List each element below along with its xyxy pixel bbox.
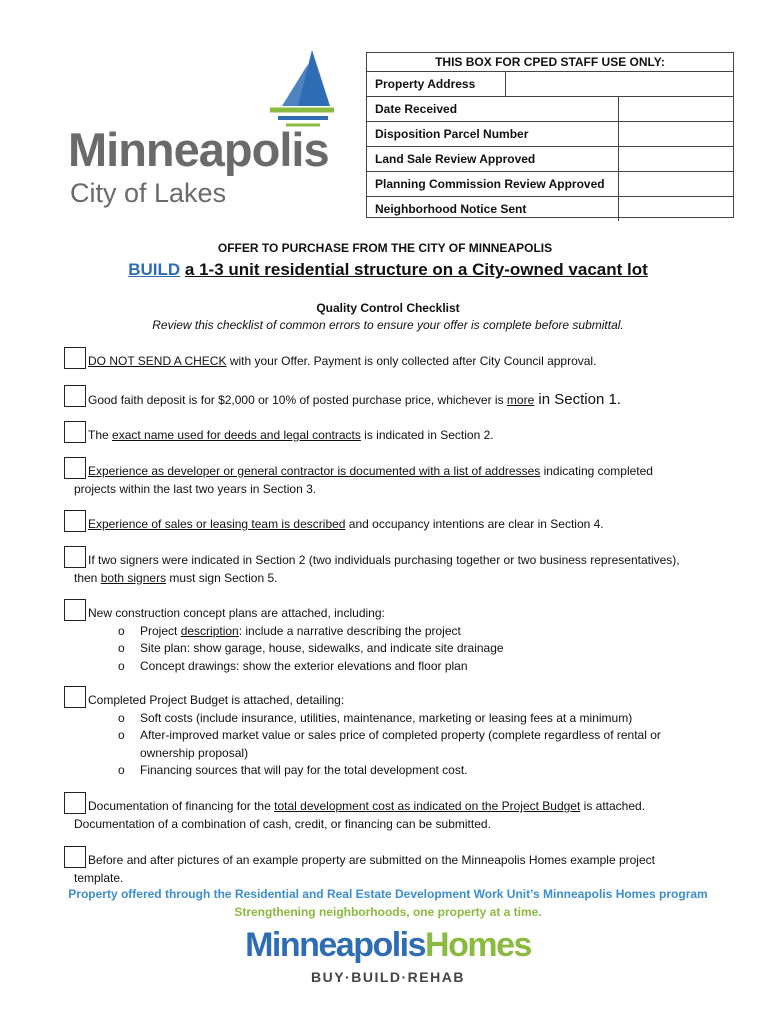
checkbox[interactable] (64, 546, 86, 568)
item-text: is indicated in Section 2. (360, 428, 494, 442)
staff-row-land-sale-review (367, 147, 733, 172)
item-text: must sign Section 5. (166, 570, 278, 585)
sub-list-item: o Concept drawings: show the exterior elevations and floor plan (72, 658, 732, 676)
sub-list (72, 710, 732, 780)
item-text: New construction concept plans are attached, including: (88, 606, 385, 620)
planning-commission-field[interactable] (618, 172, 733, 196)
staff-row-neighborhood-notice (367, 197, 733, 221)
checklist-item (72, 605, 732, 675)
item-text: Good faith deposit is for $2,000 or 10% of posted purchase price, whichever is (88, 393, 507, 407)
checklist-item (72, 692, 732, 780)
sub-list-item: o After-improved market value or sales price of completed property (complete regardless of rental or ownership proposal) (72, 727, 732, 762)
checklist-item (72, 427, 732, 445)
item-text: Documentation of financing for the (88, 799, 275, 813)
staff-row-planning-commission (367, 172, 733, 197)
checklist-title: Quality Control Checklist (316, 301, 460, 315)
land-sale-review-field[interactable] (618, 147, 733, 171)
minneapolis-logo (68, 50, 338, 220)
sub-list-item: o Soft costs (include insurance, utilities, maintenance, marketing or leasing fees at a minimum) (72, 710, 732, 728)
item-text: Completed Project Budget is attached, detailing: (88, 693, 345, 707)
item-emphasis: DO NOT SEND A CHECK (88, 354, 227, 368)
checklist-item (72, 516, 732, 534)
checklist-item (72, 552, 732, 587)
sub-list-item: o Financing sources that will pay for the total development cost. (72, 762, 732, 780)
checkbox[interactable] (64, 385, 86, 407)
checkbox[interactable] (64, 510, 86, 532)
neighborhood-notice-field[interactable] (618, 197, 733, 221)
item-text: then (74, 570, 101, 585)
checklist-item (72, 353, 732, 371)
brand-a: Minneapolis (245, 926, 426, 964)
item-continuation: template. (74, 870, 124, 885)
build-word: BUILD (128, 260, 181, 279)
item-emphasis: more (506, 393, 535, 407)
checkbox[interactable] (64, 347, 86, 369)
property-address-field[interactable] (505, 72, 733, 96)
page-title (0, 260, 770, 280)
staff-row-label: Date Received (375, 102, 458, 116)
checklist-subtitle: Review this checklist of common errors to ensure your offer is complete before submittal. (152, 318, 624, 332)
item-text: Before and after pictures of an example property are submitted on the Minneapolis Homes example project (88, 853, 655, 867)
item-text: in Section 1. (534, 391, 621, 408)
staff-box-heading: THIS BOX FOR CPED STAFF USE ONLY: (367, 53, 733, 72)
date-received-field[interactable] (618, 97, 733, 121)
build-rest: a 1-3 unit residential structure on a City-owned vacant lot (184, 260, 648, 279)
staff-row-label: Neighborhood Notice Sent (375, 202, 527, 216)
minneapolis-homes-logo (0, 926, 770, 985)
item-emphasis: exact name used for deeds and legal contracts (112, 428, 361, 442)
staff-row-label: Disposition Parcel Number (375, 127, 529, 141)
checkbox[interactable] (64, 599, 86, 621)
sailboat-icon (268, 50, 338, 130)
staff-use-box (366, 52, 734, 218)
item-text: is attached. (580, 799, 646, 813)
item-text: The (88, 428, 113, 442)
item-emphasis: description (180, 623, 239, 638)
item-text: If two signers were indicated in Section 2 (two individuals purchasing together or two business representatives), (88, 553, 680, 567)
item-text: and occupancy intentions are clear in Section 4. (345, 517, 604, 531)
checkbox[interactable] (64, 792, 86, 814)
item-continuation: projects within the last two years in Section 3. (74, 481, 317, 496)
logo-title: Minneapolis (68, 123, 329, 176)
sub-list-item: o Site plan: show garage, house, sidewalks, and indicate site drainage (72, 640, 732, 658)
item-text: with your Offer. Payment is only collected after City Council approval. (226, 354, 597, 368)
item-emphasis: total development cost as indicated on the Project Budget (274, 799, 581, 813)
checkbox[interactable] (64, 421, 86, 443)
checklist-item (72, 798, 732, 833)
item-continuation: Documentation of a combination of cash, credit, or financing can be submitted. (74, 816, 491, 831)
sub-list-item: o Project description: include a narrative describing the project (72, 623, 732, 641)
staff-row-property-address (367, 72, 733, 97)
footer-program-line: Property offered through the Residential and Real Estate Development Work Unit’s Minneapolis Homes program (68, 887, 708, 901)
logo-subtitle: City of Lakes (70, 178, 227, 208)
item-emphasis: both signers (100, 570, 167, 585)
staff-row-date-received (367, 97, 733, 122)
checklist-item (72, 463, 732, 498)
brand-tagline: BUY·BUILD·REHAB (311, 969, 465, 985)
checkbox[interactable] (64, 457, 86, 479)
item-emphasis: Experience as developer or general contractor is documented with a list of addresses (88, 464, 541, 478)
staff-row-label: Land Sale Review Approved (375, 152, 536, 166)
staff-row-disposition-parcel (367, 122, 733, 147)
staff-row-label: Planning Commission Review Approved (375, 177, 605, 191)
staff-row-label: Property Address (375, 77, 476, 91)
checklist-item (72, 852, 732, 887)
item-text: indicating completed (540, 464, 653, 478)
disposition-parcel-field[interactable] (618, 122, 733, 146)
offer-title: OFFER TO PURCHASE FROM THE CITY OF MINNEAPOLIS (217, 241, 553, 255)
sub-list (72, 623, 732, 676)
item-emphasis: Experience of sales or leasing team is described (88, 517, 346, 531)
checklist-item (72, 391, 732, 410)
checkbox[interactable] (64, 846, 86, 868)
checkbox[interactable] (64, 686, 86, 708)
footer-tagline: Strengthening neighborhoods, one property at a time. (234, 905, 542, 919)
brand-b: Homes (425, 926, 531, 964)
